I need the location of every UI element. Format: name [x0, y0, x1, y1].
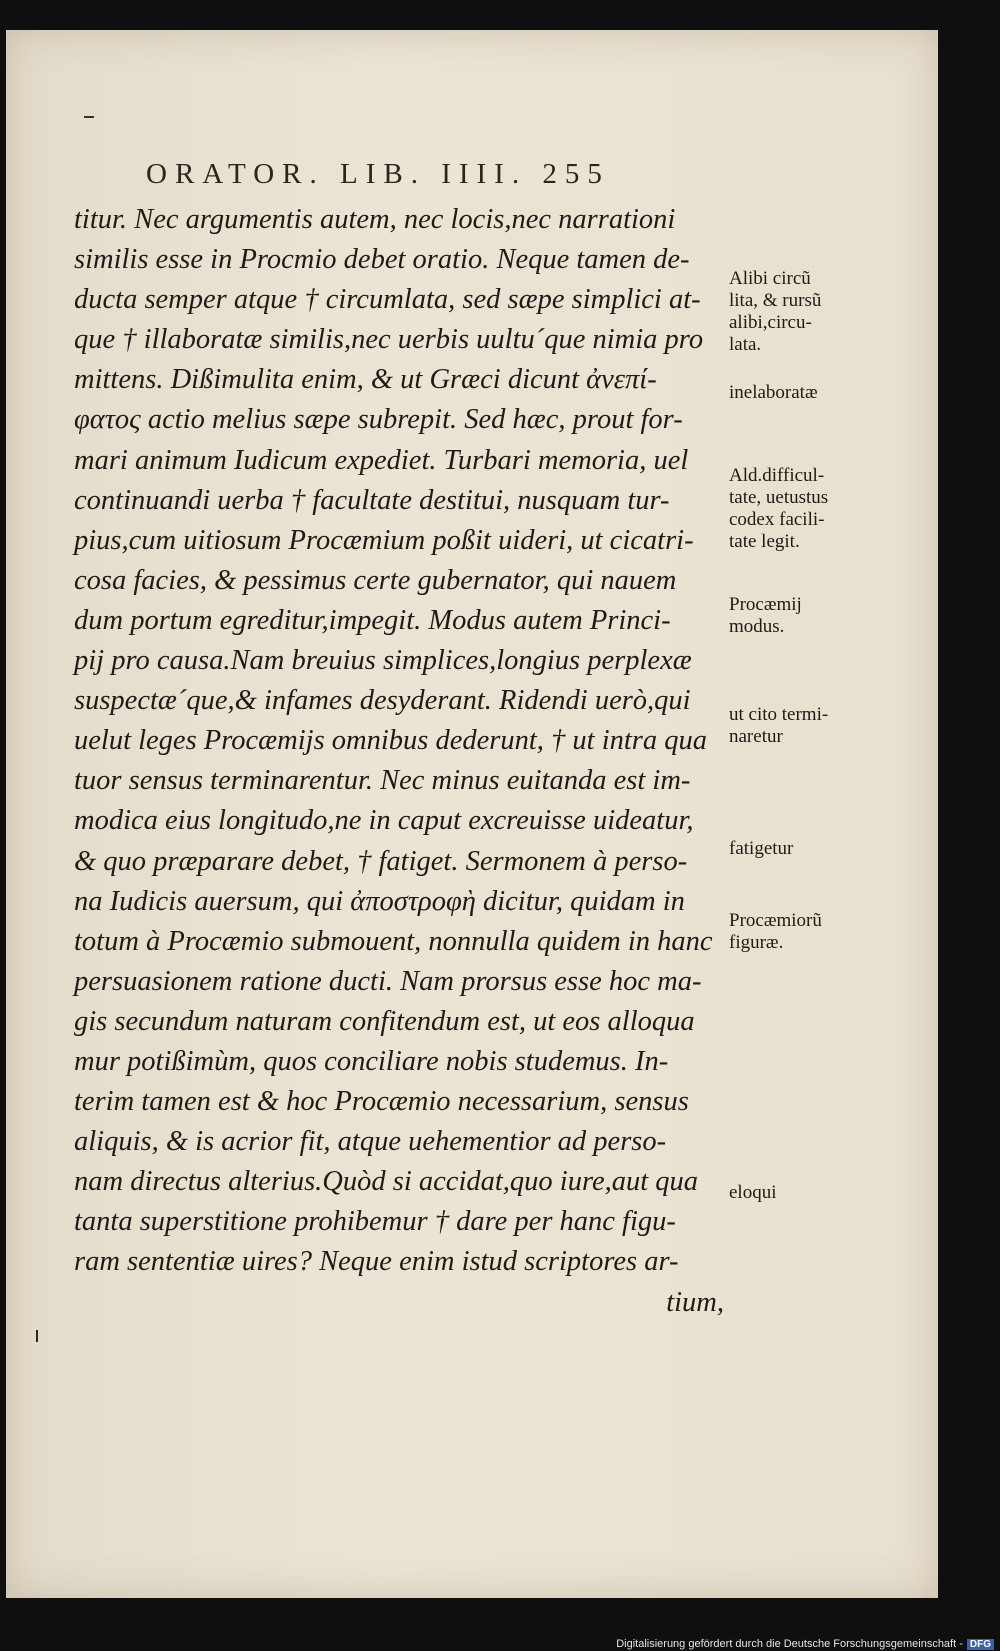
text-line: mittens. Dißimulita enim, & ut Græci dicunt ἀνεπί- — [74, 364, 657, 396]
margin-note: eloqui — [729, 1182, 777, 1203]
text-line: φατος actio melius sæpe subrepit. Sed hæc, prout for- — [74, 404, 683, 436]
margin-note: Procæmiorũ figuræ. — [729, 910, 822, 953]
text-line: totum à Procæmio submouent, nonnulla quidem in hanc — [74, 925, 713, 957]
text-line: tuor sensus terminarentur. Nec minus euitanda est im- — [74, 765, 691, 797]
text-line: terim tamen est & hoc Procæmio necessarium, sensus — [74, 1086, 689, 1118]
text-line: ducta semper atque † circumlata, sed sæpe simplici at- — [74, 284, 701, 316]
margin-note: ut cito termi- naretur — [729, 704, 829, 747]
text-line: tanta superstitione prohibemur † dare per hanc figu- — [74, 1206, 676, 1238]
text-line: pij pro causa.Nam breuius simplices,longius perplexæ — [74, 645, 692, 677]
margin-note: fatigetur — [729, 838, 794, 859]
text-line: cosa facies, & pessimus certe gubernator, qui nauem — [74, 564, 677, 596]
text-line: mur potißimùm, quos conciliare nobis studemus. In- — [74, 1045, 669, 1077]
ink-mark — [36, 1330, 38, 1342]
running-header: ORATOR. LIB. IIII. 255 — [146, 158, 610, 190]
text-line: ram sententiæ uires? Neque enim istud scriptores ar- — [74, 1246, 679, 1278]
text-line: nam directus alterius.Quòd si accidat,quo iure,aut qua — [74, 1166, 699, 1198]
text-line: suspectæ´que,& infames desyderant. Ridendi uerò,qui — [74, 685, 691, 717]
dfg-logo: DFG — [967, 1639, 994, 1650]
catchword: tium, — [666, 1286, 724, 1318]
text-line: que † illaboratæ similis,nec uerbis uultu´que nimia pro — [74, 324, 704, 356]
book-page — [6, 30, 938, 1598]
text-line: persuasionem ratione ducti. Nam prorsus esse hoc ma- — [74, 965, 702, 997]
header-mark — [84, 116, 94, 118]
text-line: uelut leges Procæmijs omnibus dederunt, † ut intra qua — [74, 725, 708, 757]
text-line: similis esse in Procmio debet oratio. Neque tamen de- — [74, 244, 690, 276]
text-line: pius,cum uitiosum Procæmium poßit uideri, ut cicatri- — [74, 524, 694, 556]
text-line: aliquis, & is acrior fit, atque uehementior ad perso- — [74, 1126, 667, 1158]
footer-credit — [616, 1638, 994, 1650]
margin-note: inelaboratæ — [729, 382, 818, 403]
margin-note: Ald.difficul- tate, uetustus codex facili- tate legit. — [729, 465, 829, 552]
text-line: continuandi uerba † facultate destitui, nusquam tur- — [74, 484, 670, 516]
margin-note: Alibi circũ lita, & rursũ alibi,circu- lata. — [729, 268, 822, 355]
text-line: modica eius longitudo,ne in caput excreuisse uideatur, — [74, 805, 694, 837]
margin-note: Procæmij modus. — [729, 594, 802, 637]
text-line: titur. Nec argumentis autem, nec locis,nec narrationi — [74, 204, 676, 235]
body-text — [74, 200, 724, 1323]
text-line: & quo præparare debet, † fatiget. Sermonem à perso- — [74, 845, 688, 877]
text-line: gis secundum naturam confitendum est, ut eos alloqua — [74, 1005, 695, 1037]
text-line: dum portum egreditur,impegit. Modus autem Princi- — [74, 604, 671, 636]
text-line: mari animum Iudicum expediet. Turbari memoria, uel — [74, 444, 689, 476]
text-line: na Iudicis auersum, qui ἀποστροφὴ dicitur, quidam in — [74, 885, 685, 917]
funding-text: Digitalisierung gefördert durch die Deutsche Forschungsgemeinschaft - — [616, 1638, 963, 1650]
